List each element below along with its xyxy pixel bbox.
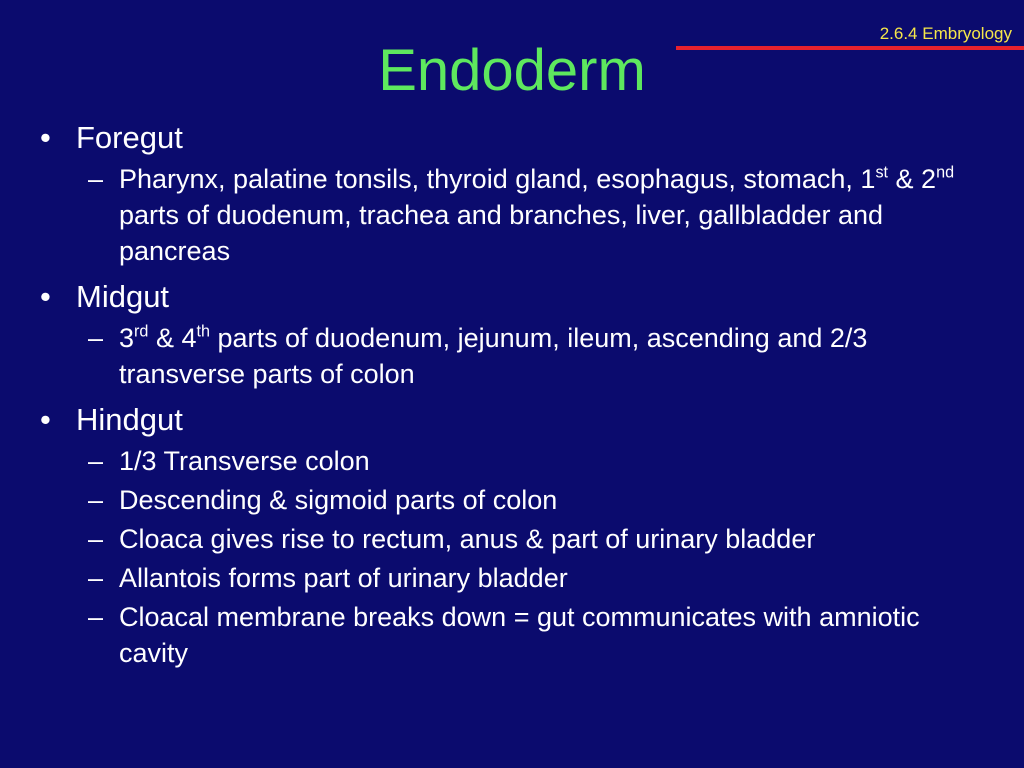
sub-item — [40, 320, 980, 392]
section-tag: 2.6.4 Embryology — [879, 24, 1012, 43]
bullet-hindgut — [40, 400, 980, 440]
bullet-label: Hindgut — [76, 402, 183, 437]
bullet-icon: • — [40, 120, 51, 155]
sub-item-text: Cloaca gives rise to rectum, anus & part of urinary bladder — [119, 524, 816, 554]
sub-item — [40, 521, 980, 557]
dash-icon: – — [88, 563, 104, 593]
sub-item — [40, 161, 980, 269]
sub-item-text: 1/3 Transverse colon — [119, 446, 370, 476]
dash-icon: – — [88, 524, 104, 554]
dash-icon: – — [88, 164, 104, 194]
dash-icon: – — [88, 446, 104, 476]
sub-item — [40, 599, 980, 671]
sub-item — [40, 482, 980, 518]
sub-item — [40, 443, 980, 479]
sub-item-text: Pharynx, palatine tonsils, thyroid gland, esophagus, stomach, 1st & 2nd parts of duodenum, trachea and branches, liver, gallbladder and pancreas — [119, 163, 955, 266]
dash-icon: – — [88, 485, 104, 515]
sub-item-text: Descending & sigmoid parts of colon — [119, 485, 558, 515]
bullet-midgut — [40, 277, 980, 317]
sub-item — [40, 560, 980, 596]
slide-title: Endoderm — [378, 38, 646, 103]
bullet-foregut — [40, 118, 980, 158]
sub-item-text: Cloacal membrane breaks down = gut communicates with amniotic cavity — [119, 602, 920, 668]
bullet-icon: • — [40, 279, 51, 314]
bullet-icon: • — [40, 402, 51, 437]
dash-icon: – — [88, 323, 104, 353]
sub-item-text: Allantois forms part of urinary bladder — [119, 563, 568, 593]
bullet-label: Midgut — [76, 279, 170, 314]
slide-content — [40, 118, 980, 671]
sub-item-text: 3rd & 4th parts of duodenum, jejunum, ileum, ascending and 2/3 transverse parts of colon — [119, 322, 868, 389]
dash-icon: – — [88, 602, 104, 632]
bullet-label: Foregut — [76, 120, 183, 155]
